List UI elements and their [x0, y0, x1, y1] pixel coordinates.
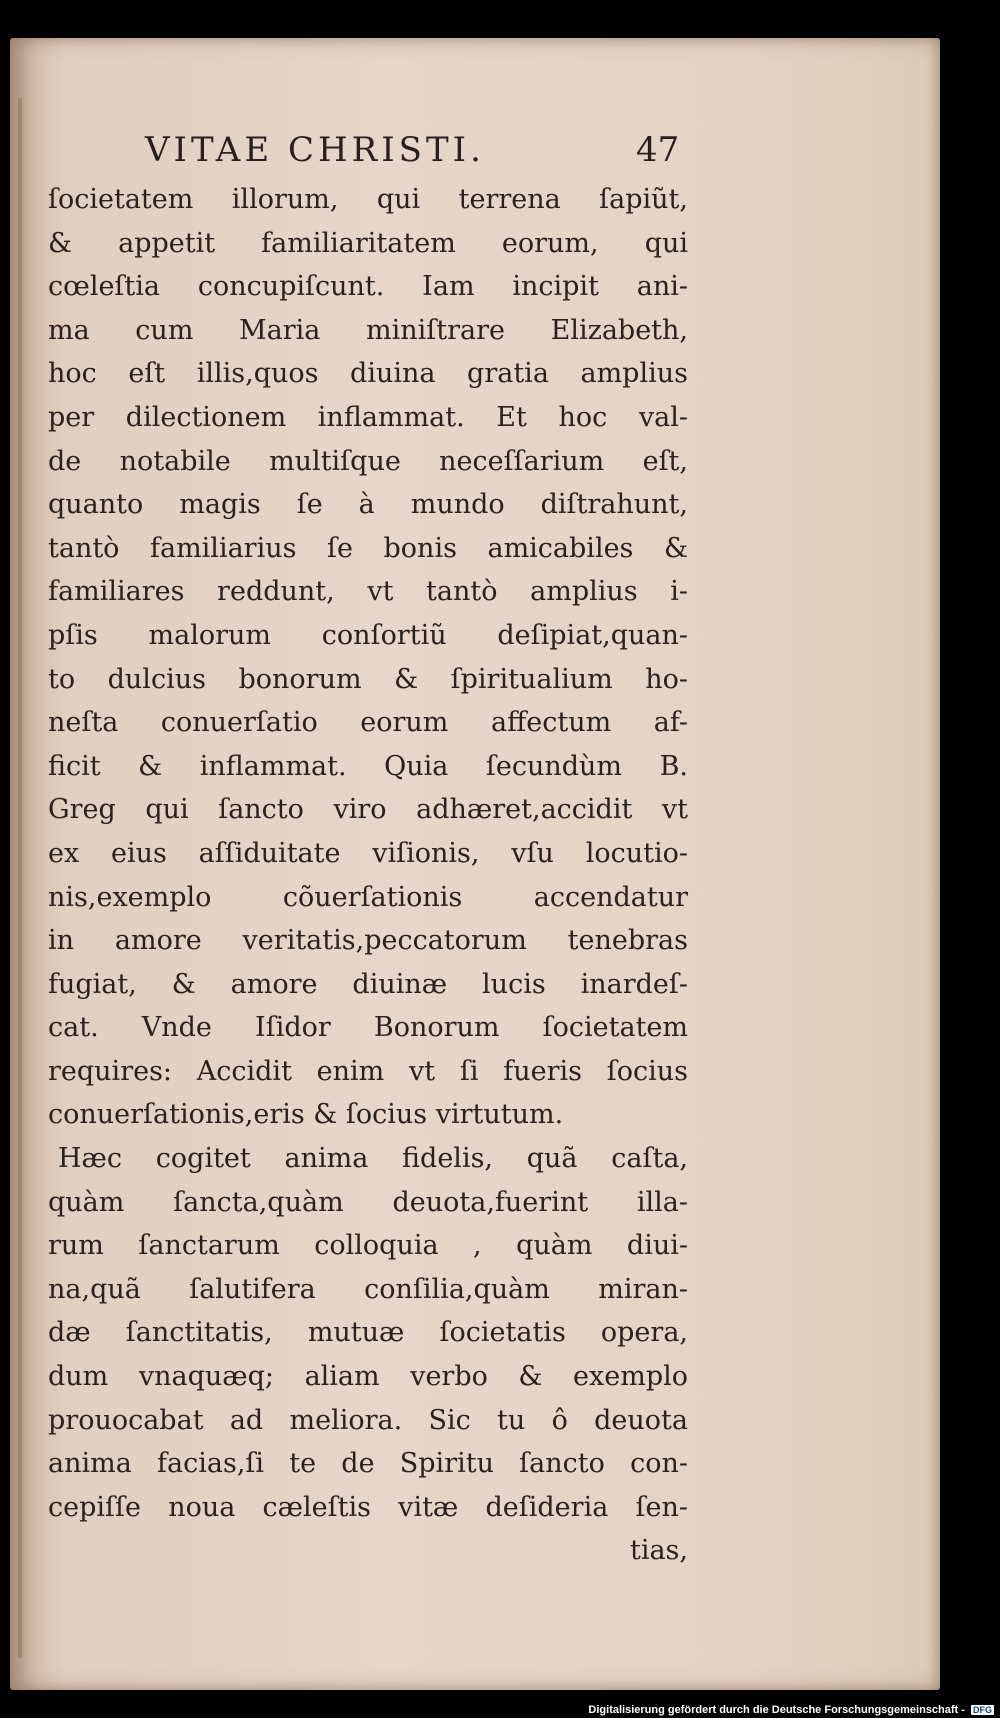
- text-line: Greg qui ſancto viro adhæret,accidit vt: [48, 794, 688, 826]
- text-line: ficit & inflammat. Quia ſecundùm B.: [48, 750, 688, 782]
- text-line: to dulcius bonorum & ſpiritualium ho-: [48, 663, 688, 695]
- text-line: cepiſſe noua cæleſtis vitæ deſideria ſen-: [48, 1491, 688, 1523]
- page-number: 47: [636, 130, 680, 170]
- text-line: prouocabat ad meliora. Sic tu ô deuota: [48, 1404, 688, 1436]
- text-line: quàm ſancta,quàm deuota,fuerint illa-: [48, 1186, 688, 1218]
- text-line: cat. Vnde Iſidor Bonorum ſocietatem: [48, 1012, 688, 1044]
- book-page: [10, 38, 940, 1690]
- running-head: VITAE CHRISTI.: [145, 130, 485, 170]
- text-line: ma cum Maria miniſtrare Elizabeth,: [48, 314, 688, 346]
- text-line: Hæc cogitet anima fidelis, quã caſta,: [58, 1143, 688, 1175]
- body-text: [48, 178, 688, 1573]
- catchword: tias,: [629, 1535, 688, 1567]
- text-line: quanto magis ſe à mundo diſtrahunt,: [48, 489, 688, 521]
- credit-text: Digitalisierung gefördert durch die Deutsche Forschungsgemeinschaft -: [588, 1704, 965, 1716]
- text-line: dæ ſanctitatis, mutuæ ſocietatis opera,: [48, 1317, 688, 1349]
- text-line: anima facias,ſi te de Spiritu ſancto con-: [48, 1448, 688, 1480]
- text-line: dum vnaquæq; aliam verbo & exemplo: [48, 1361, 688, 1393]
- text-line: neſta conuerſatio eorum affectum af-: [48, 707, 688, 739]
- text-line: per dilectionem inflammat. Et hoc val-: [48, 401, 688, 433]
- text-line: cœleſtia concupiſcunt. Iam incipit ani-: [48, 271, 688, 303]
- text-line: nis,exemplo cõuerſationis accendatur: [48, 881, 688, 913]
- text-line: in amore veritatis,peccatorum tenebras: [48, 925, 688, 957]
- text-line: ex eius aſſiduitate viſionis, vſu locutio-: [48, 837, 688, 869]
- text-line: tantò familiarius ſe bonis amicabiles &: [48, 532, 688, 564]
- text-line: na,quã ſalutifera conſilia,quàm miran-: [48, 1273, 688, 1305]
- text-line: conuerſationis,eris & ſocius virtutum.: [48, 1099, 564, 1131]
- text-line: fugiat, & amore diuinæ lucis inardeſ-: [48, 968, 688, 1000]
- text-line: pſis malorum conſortiũ deſipiat,quan-: [48, 619, 688, 651]
- text-line: hoc eſt illis,quos diuina gratia amplius: [48, 358, 688, 390]
- dfg-logo: DFG: [973, 1705, 992, 1715]
- text-line: requires: Accidit enim vt ſi fueris ſocius: [48, 1055, 688, 1087]
- digitization-credit: [588, 1704, 994, 1716]
- text-line: rum ſanctarum colloquia , quàm diui-: [48, 1230, 688, 1262]
- text-line: familiares reddunt, vt tantò amplius i-: [48, 576, 688, 608]
- text-line: de notabile multiſque neceſſarium eſt,: [48, 445, 688, 477]
- text-line: & appetit familiaritatem eorum, qui: [48, 227, 688, 259]
- text-line: ſocietatem illorum, qui terrena ſapiũt,: [48, 184, 688, 215]
